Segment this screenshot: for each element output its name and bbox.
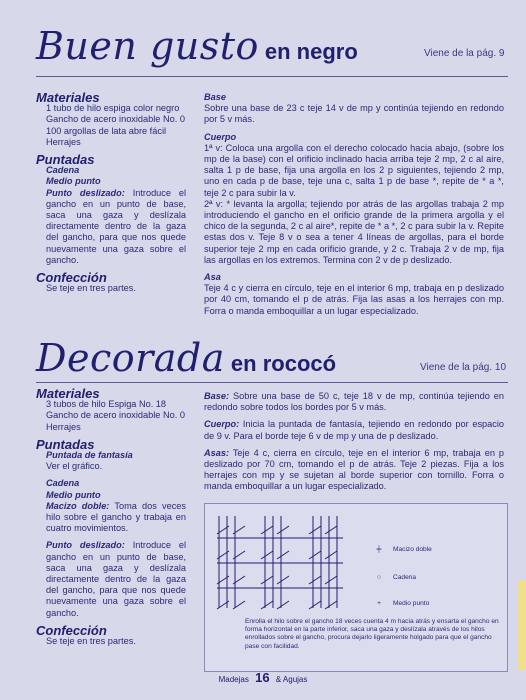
section2-left-column — [36, 388, 186, 647]
legend-medio-punto-label: Medio punto — [393, 600, 430, 607]
section2-title — [36, 336, 336, 380]
section1-title-script: Buen gusto — [36, 24, 259, 68]
macizo-text: Toma dos veces hilo sobre el gancho y trabaja en cuatro movimientos. — [46, 500, 186, 534]
page-edge-tab — [518, 580, 526, 670]
section1-rule — [36, 76, 508, 77]
asas-label: Asas: — [204, 447, 230, 458]
puntada-cadena: Cadena — [46, 165, 80, 176]
deslizado-text: Introduce el gancho en un punto de base, saca una gaza y deslízala directamente dentro de la gaza del gancho, para que nos quede nuevamente una gaza sobre el gancho. — [46, 540, 187, 618]
asa-heading: Asa — [204, 272, 221, 283]
section2-viene: Viene de la pág. 10 — [420, 362, 507, 373]
materiales-item: 1 tubo de hilo espiga color negro — [46, 103, 180, 114]
section1-left-column — [36, 92, 186, 294]
legend-macizo — [373, 546, 432, 553]
section2-title-script: Decorada — [36, 336, 225, 380]
section2-puntadas-list — [36, 450, 186, 619]
puntada-fantasia: Puntada de fantasía — [46, 450, 133, 461]
section2-materiales-list — [36, 399, 186, 433]
macizo-doble-icon: ╪ — [376, 546, 382, 553]
section1-right-column — [204, 92, 504, 317]
deslizado-text: Introduce el gancho en un punto de base, saca una gaza y deslízala directamente dentro de la gaza del gancho, para que nos quede nuevamente una gaza sobre el gancho. — [46, 187, 187, 265]
puntada-cadena: Cadena — [46, 478, 80, 489]
cuerpo-heading: Cuerpo — [204, 131, 237, 142]
section2-title-rest: en rococó — [230, 351, 337, 376]
cuerpo-text: Inicia la puntada de fantasía, tejiendo en redondo por espacio de 9 v. Para el borde teje 6 v de mp y una de p deslizado. — [204, 419, 505, 441]
deslizado-label: Punto deslizado: — [46, 540, 125, 551]
deslizado-label: Punto deslizado: — [46, 187, 125, 198]
page-footer — [0, 670, 526, 685]
section2-right-column — [204, 391, 504, 493]
section1-title-rest: en negro — [264, 39, 358, 64]
puntada-deslizado — [46, 540, 186, 618]
puntada-medio-punto: Medio punto — [46, 176, 101, 187]
cuerpo-label: Cuerpo: — [204, 419, 240, 430]
cuerpo-text-2: 2ª v: * levanta la argolla; tejiendo por atrás de las argollas trabaja 2 mp introduciendo el gancho en el orificio grande de la primera argolla y el chico de la segunda, 2 c al aire*, repite de * a *, 2 c para subir la v. Repite estas dos v. Teje 8 v o sea a tener 4 líneas de argollas, para el borde superior teje 2 mp en cada orificio grande, y 2 c. Trabaja 2 v de mp, fija las argollas en los extremos. Termina con 2 v de p deslizado. — [204, 198, 504, 265]
section2-materiales-heading: Materiales — [36, 386, 100, 401]
stitch-chart — [204, 503, 508, 672]
macizo-label: Macizo doble: — [46, 500, 110, 511]
stitch-diagram — [213, 508, 363, 618]
legend-cadena-label: Cadena — [393, 574, 417, 581]
cuerpo-paragraph — [204, 419, 504, 441]
cuerpo-text-1: 1ª v: Coloca una argolla con el derecho colocado hacia abajo, (sobre los mp de la base) con el orificio inclinado hacia arriba teje 2 mp, 2 c al aire, salta 1 p de base, fija una argolla en los 2 p siguientes, tejiendo 2 mp, uno en cada p de base, teje una c, salta 1 p de base *, repite de * a *, teje 2 c para subir la v. — [204, 142, 504, 198]
section1-puntadas-list — [36, 165, 186, 266]
materiales-item: Gancho de acero inoxidable No. 0 — [46, 114, 185, 125]
section1-title — [36, 24, 358, 68]
puntada-deslizado — [46, 188, 186, 266]
footer-left: Madejas — [218, 675, 249, 684]
base-heading: Base — [204, 92, 226, 102]
section1-viene: Viene de la pág. 9 — [424, 48, 505, 59]
section1-confeccion-heading: Confección — [36, 270, 107, 286]
section2-confeccion-text: Se teje en tres partes. — [46, 636, 136, 647]
base-paragraph — [204, 391, 504, 413]
asas-text: Teje 4 c, cierra en círculo, teje en el interior 6 mp, trabaja en p deslizado por 70 cm, tomando el p de atrás. Teje 2 piezas. Fija a los herrajes con mp y se sujetan al borde superior con tornillo. Forra o manda emboquillar a un lugar especializado. — [204, 447, 504, 492]
materiales-item: Gancho de acero inoxidable No. 0 — [46, 410, 185, 421]
puntada-macizo — [46, 501, 186, 535]
materiales-item: Herrajes — [46, 421, 81, 432]
section2-rule — [36, 382, 508, 383]
puntada-fantasia-text: Ver el gráfico. — [46, 461, 103, 472]
section1-puntadas-heading: Puntadas — [36, 152, 95, 168]
materiales-item: 100 argollas de lata abre fácil — [46, 125, 167, 136]
legend-macizo-label: Macizo doble — [393, 546, 432, 553]
section1-materiales-heading: Materiales — [36, 90, 100, 105]
base-text: Sobre una base de 50 c, teje 18 v de mp, continúa tejiendo en redondo sobre todos los bordes por 5 v más. — [204, 391, 504, 413]
page-number: 16 — [255, 670, 270, 685]
cadena-icon: ○ — [377, 574, 381, 581]
asas-paragraph — [204, 448, 504, 493]
materiales-item: Herrajes — [46, 136, 81, 147]
footer-right: & Agujas — [275, 675, 308, 684]
section1-materiales-list — [36, 103, 186, 148]
legend-medio-punto — [373, 600, 429, 607]
base-text: Sobre una base de 23 c teje 14 v de mp y continúa tejiendo en redondo por 5 v más. — [204, 103, 504, 125]
materiales-item: 3 tubos de hilo Espiga No. 18 — [46, 399, 167, 410]
section2-puntadas-heading: Puntadas — [36, 436, 95, 452]
section2-confeccion-heading: Confección — [36, 622, 107, 638]
asa-text: Teje 4 c y cierra en círculo, teje en el interior 6 mp, trabaja en p deslizado por 40 cm, tomando el p de atrás. Fija las asas a los herrajes con mp. Forra o manda emboquillar a un lugar especializado. — [204, 283, 504, 316]
chart-note: Enrolla el hilo sobre el gancho 18 veces cuenta 4 m hacia atrás y ensarta el gancho en forma horizontal en la parte inferior, saca una gaza y deslízala através de los hilos enrollados sobre el gancho, procura dejarlo ligeramente holgado para que el gancho pase con facilidad. — [245, 618, 499, 650]
legend-cadena — [373, 574, 416, 581]
base-label: Base: — [204, 391, 230, 401]
section1-confeccion-text: Se teje en tres partes. — [46, 283, 136, 294]
medio-punto-icon: + — [377, 600, 381, 607]
puntada-medio-punto: Medio punto — [46, 489, 101, 500]
